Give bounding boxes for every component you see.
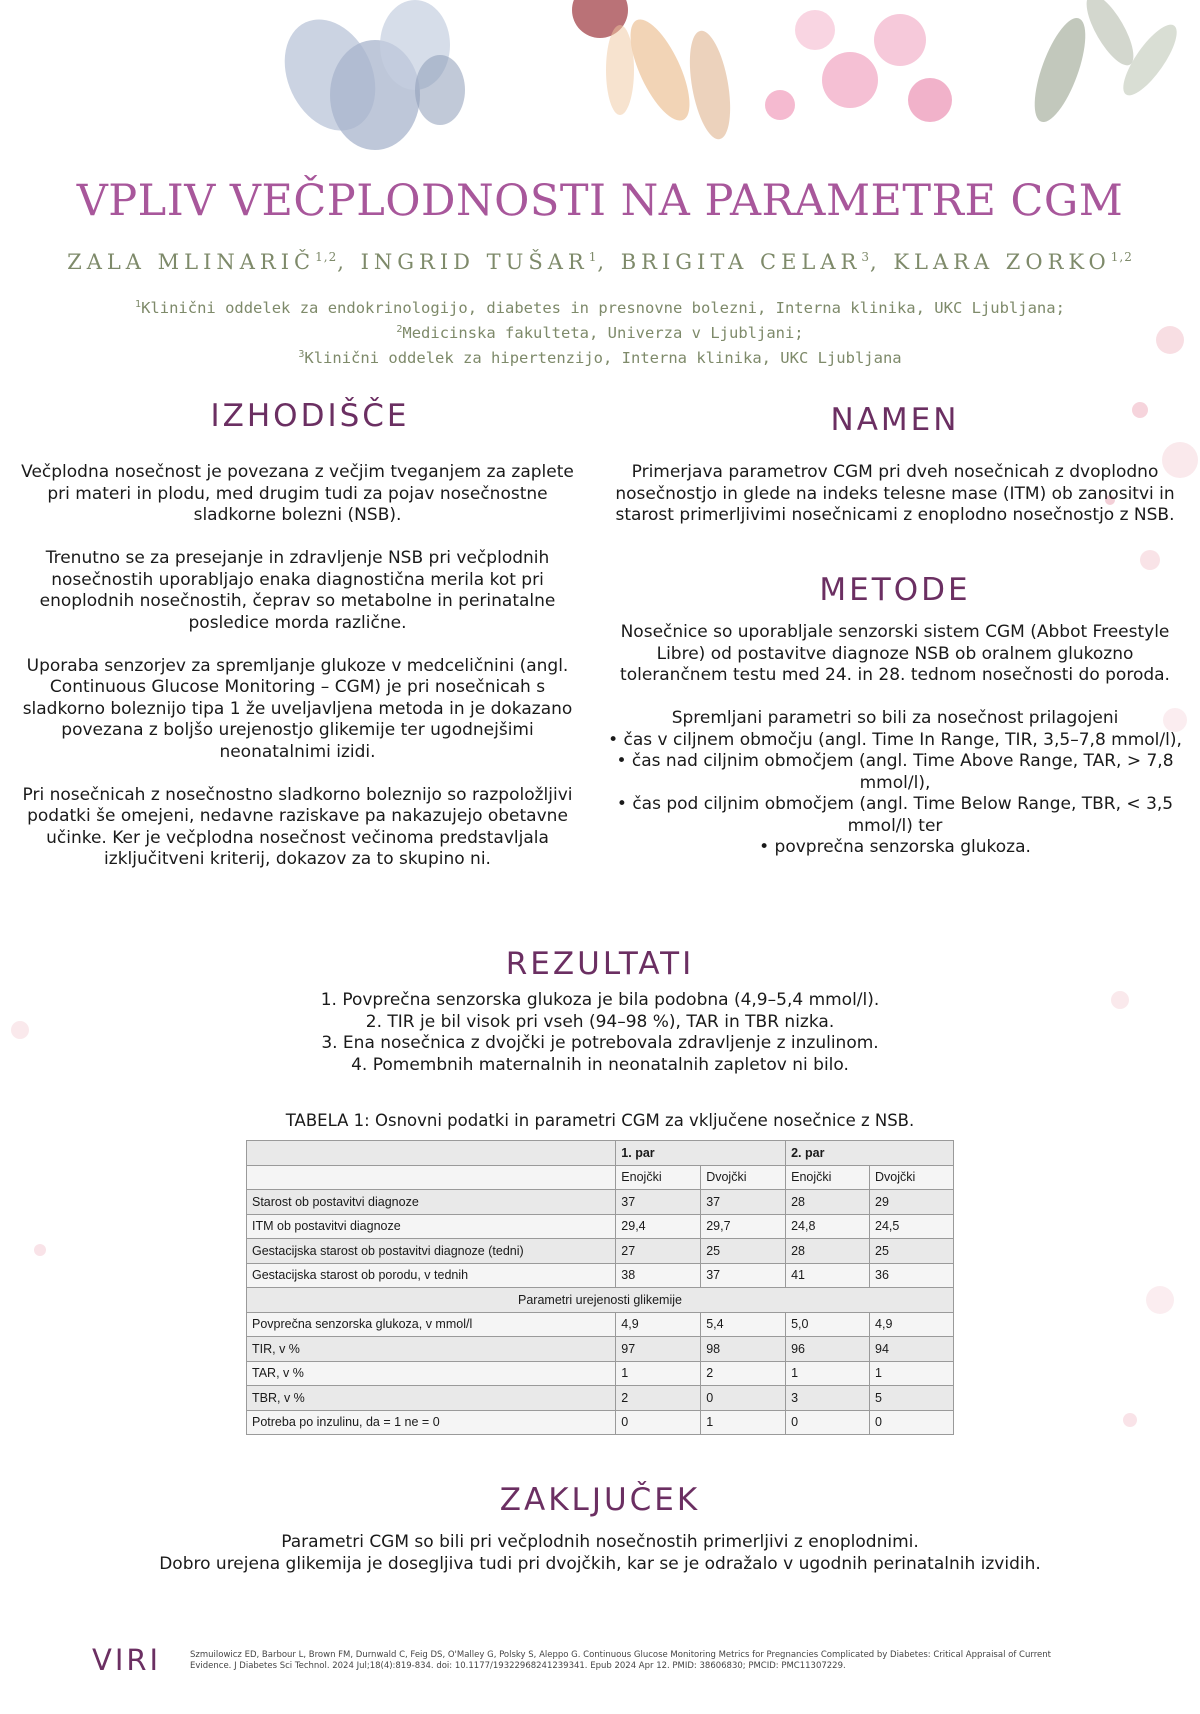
author-affiliation-number: 1 xyxy=(588,250,598,264)
bullet-item: • čas pod ciljnim območjem (angl. Time Below Range, TBR, < 3,5 mmol/l) ter xyxy=(605,794,1185,837)
table-cell: 27 xyxy=(616,1239,701,1264)
row-label: ITM ob postavitvi diagnoze xyxy=(247,1214,616,1239)
metode-text xyxy=(605,622,1185,859)
row-label: Gestacijska starost ob postavitvi diagnoze (tedni) xyxy=(247,1239,616,1264)
author-affiliation-number: 1,2 xyxy=(1110,250,1133,264)
table-row xyxy=(247,1239,954,1264)
namen-heading: NAMEN xyxy=(830,402,960,438)
table-cell: 24,8 xyxy=(786,1214,870,1239)
table-row xyxy=(247,1190,954,1215)
row-label: TIR, v % xyxy=(247,1337,616,1362)
izhodisce-paragraph: Trenutno se za presejanje in zdravljenje NSB pri večplodnih nosečnostih uporabljajo enaka diagnostična merila kot pri enoplodnih nosečnostih, čeprav so metabolne in perinatalne posledice morda različne. xyxy=(39,548,556,633)
table-row xyxy=(247,1361,954,1386)
bullet-item: • povprečna senzorska glukoza. xyxy=(605,837,1185,859)
table-sub-header: Dvojčki xyxy=(870,1165,954,1190)
table-cell: 29 xyxy=(870,1190,954,1215)
table-cell: 37 xyxy=(701,1263,786,1288)
namen-text: Primerjava parametrov CGM pri dveh nosečnicah z dvoplodno nosečnostjo in glede na indeks telesne mase (ITM) ob zanositvi in starost primerljivimi nosečnicami z enoplodno nosečnostjo z NSB. xyxy=(615,462,1175,525)
zakljucek-line: Dobro urejena glikemija je dosegljiva tudi pri dvojčkih, kar se je odražalo v ugodnih perinatalnih izvidih. xyxy=(159,1554,1041,1574)
table-cell: 24,5 xyxy=(870,1214,954,1239)
table-cell: 0 xyxy=(701,1386,786,1411)
table-cell: 29,7 xyxy=(701,1214,786,1239)
table-cell: 37 xyxy=(616,1190,701,1215)
zakljucek-text xyxy=(0,1531,1200,1575)
table-cell: 3 xyxy=(786,1386,870,1411)
affiliation-list xyxy=(0,294,1200,369)
table-row xyxy=(247,1337,954,1362)
rezultati-list xyxy=(0,990,1200,1076)
author-name: BRIGITA CELAR xyxy=(620,250,862,274)
author-name: INGRID TUŠAR xyxy=(360,250,589,274)
table-group-header: 1. par xyxy=(616,1141,786,1166)
table-sub-header: Enojčki xyxy=(616,1165,701,1190)
table-cell: 5 xyxy=(870,1386,954,1411)
row-label: TBR, v % xyxy=(247,1386,616,1411)
table-sub-header-row xyxy=(247,1165,954,1190)
bullet-item: • čas nad ciljnim območjem (angl. Time Above Range, TAR, > 7,8 mmol/l), xyxy=(605,751,1185,794)
table-cell: 96 xyxy=(786,1337,870,1362)
affiliation: $^1$Klinični oddelek za endokrinologijo, diabetes in presnovne bolezni, Interna klinika, UKC Ljubljana; xyxy=(135,299,1065,318)
reference-text: Szmuilowicz ED, Barbour L, Brown FM, Durnwald C, Feig DS, O'Malley G, Polsky S, Aleppo G. Continuous Glucose Monitoring Metrics for Pregnancies Complicated by Diabetes: Critical Appraisal of Current Evidence. J Diabetes Sci Technol. 2024 Jul;18(4):819-834. doi: 10.1177/19322968241239341. Epub 2024 Apr 12. PMID: 38606830; PMCID: PMC11307229. xyxy=(190,1650,1051,1671)
author-affiliation-number: 1,2 xyxy=(315,250,338,264)
table-cell: 29,4 xyxy=(616,1214,701,1239)
table-cell: 28 xyxy=(786,1190,870,1215)
result-item: 2. TIR je bil visok pri vseh (94–98 %), TAR in TBR nizka. xyxy=(365,1011,835,1032)
table-cell: 2 xyxy=(616,1386,701,1411)
affiliation: $^2$Medicinska fakulteta, Univerza v Ljubljani; xyxy=(396,324,804,343)
result-item: 3. Ena nosečnica z dvojčki je potrebovala zdravljenje z inzulinom. xyxy=(321,1033,879,1053)
table-cell: 0 xyxy=(870,1410,954,1435)
table-sub-header: Enojčki xyxy=(786,1165,870,1190)
metode-bullet-list xyxy=(605,730,1185,859)
table-group-header-row xyxy=(247,1141,954,1166)
author-name: KLARA ZORKO xyxy=(893,250,1111,274)
table-cell: 1 xyxy=(870,1361,954,1386)
zakljucek-heading: ZAKLJUČEK xyxy=(499,1482,701,1518)
table-cell: 4,9 xyxy=(616,1312,701,1337)
row-label: TAR, v % xyxy=(247,1361,616,1386)
metode-intro: Spremljani parametri so bili za nosečnost prilagojeni xyxy=(671,708,1119,728)
table-cell: 41 xyxy=(786,1263,870,1288)
table-row xyxy=(247,1263,954,1288)
author-list: ZALA MLINARIČ$^{1,2}$, INGRID TUŠAR$^1$, BRIGITA CELAR$^3$, KLARA ZORKO$^{1,2}$ xyxy=(67,250,1133,274)
row-label: Povprečna senzorska glukoza, v mmol/l xyxy=(247,1312,616,1337)
metode-heading: METODE xyxy=(819,572,971,608)
floral-decoration xyxy=(0,0,1200,160)
table-cell: 4,9 xyxy=(870,1312,954,1337)
table-caption: TABELA 1: Osnovni podatki in parametri CGM za vključene nosečnice z NSB. xyxy=(285,1111,915,1130)
affiliation: $^3$Klinični oddelek za hipertenzijo, Interna klinika, UKC Ljubljana xyxy=(298,349,902,368)
metode-paragraph: Nosečnice so uporabljale senzorski sistem CGM (Abbot Freestyle Libre) od postavitve diagnoze NSB ob oralnem glukozno tolerančnem testu med 24. in 28. tednom nosečnosti do poroda. xyxy=(620,622,1170,685)
table-cell: 0 xyxy=(786,1410,870,1435)
table-cell: 1 xyxy=(616,1361,701,1386)
zakljucek-line: Parametri CGM so bili pri večplodnih nosečnostih primerljivi z enoplodnimi. xyxy=(281,1532,919,1552)
izhodisce-paragraph: Uporaba senzorjev za spremljanje glukoze v medceličnini (angl. Continuous Glucose Monitoring – CGM) je pri nosečnicah s sladkorno boleznijo tipa 1 že uveljavljena metoda in je dokazano povezana z boljšo urejenostjo glikemije ter ugodnejšimi neonatalnimi izidi. xyxy=(22,655,573,762)
result-item: 1. Povprečna senzorska glukoza je bila podobna (4,9–5,4 mmol/l). xyxy=(320,990,880,1010)
result-item: 4. Pomembnih maternalnih in neonatalnih zapletov ni bilo. xyxy=(351,1054,849,1075)
table-row xyxy=(247,1386,954,1411)
author-affiliation-number: 3 xyxy=(861,250,870,264)
table-cell: 28 xyxy=(786,1239,870,1264)
rezultati-heading: REZULTATI xyxy=(505,946,695,982)
cgm-data-table xyxy=(246,1140,954,1435)
table-cell: 2 xyxy=(701,1361,786,1386)
izhodisce-text xyxy=(15,462,580,892)
author-name: ZALA MLINARIČ xyxy=(67,250,316,274)
table-section-label: Parametri urejenosti glikemije xyxy=(247,1288,954,1313)
table-row xyxy=(247,1410,954,1435)
izhodisce-heading: IZHODIŠČE xyxy=(210,398,410,434)
poster-title: VPLIV VEČPLODNOSTI NA PARAMETRE CGM xyxy=(76,176,1124,226)
table-section-row xyxy=(247,1288,954,1313)
table-sub-header: Dvojčki xyxy=(701,1165,786,1190)
table-cell: 25 xyxy=(870,1239,954,1264)
table-cell: 5,0 xyxy=(786,1312,870,1337)
izhodisce-paragraph: Pri nosečnicah z nosečnostno sladkorno boleznijo so razpoložljivi podatki še omejeni, nedavne raziskave pa nakazujejo obetavne učinke. Ker je večplodna nosečnost večinoma predstavljala izključitveni kriterij, dokazov za to skupino ni. xyxy=(22,784,573,869)
row-label: Potreba po inzulinu, da = 1 ne = 0 xyxy=(247,1410,616,1435)
row-label: Gestacijska starost ob porodu, v tednih xyxy=(247,1263,616,1288)
izhodisce-paragraph: Večplodna nosečnost je povezana z večjim tveganjem za zaplete pri materi in plodu, med drugim tudi za pojav nosečnostne sladkorne bolezni (NSB). xyxy=(21,462,574,525)
table-row xyxy=(247,1214,954,1239)
table-cell: 0 xyxy=(616,1410,701,1435)
table-cell: 38 xyxy=(616,1263,701,1288)
table-cell: 25 xyxy=(701,1239,786,1264)
table-cell: 1 xyxy=(701,1410,786,1435)
table-group-header: 2. par xyxy=(786,1141,954,1166)
row-label: Starost ob postavitvi diagnoze xyxy=(247,1190,616,1215)
table-cell: 94 xyxy=(870,1337,954,1362)
table-row xyxy=(247,1312,954,1337)
bullet-item: • čas v ciljnem območju (angl. Time In Range, TIR, 3,5–7,8 mmol/l), xyxy=(605,730,1185,752)
table-cell: 98 xyxy=(701,1337,786,1362)
table-cell: 97 xyxy=(616,1337,701,1362)
table-cell: 1 xyxy=(786,1361,870,1386)
table-cell: 36 xyxy=(870,1263,954,1288)
table-cell: 37 xyxy=(701,1190,786,1215)
table-cell: 5,4 xyxy=(701,1312,786,1337)
viri-heading: VIRI xyxy=(92,1643,162,1677)
